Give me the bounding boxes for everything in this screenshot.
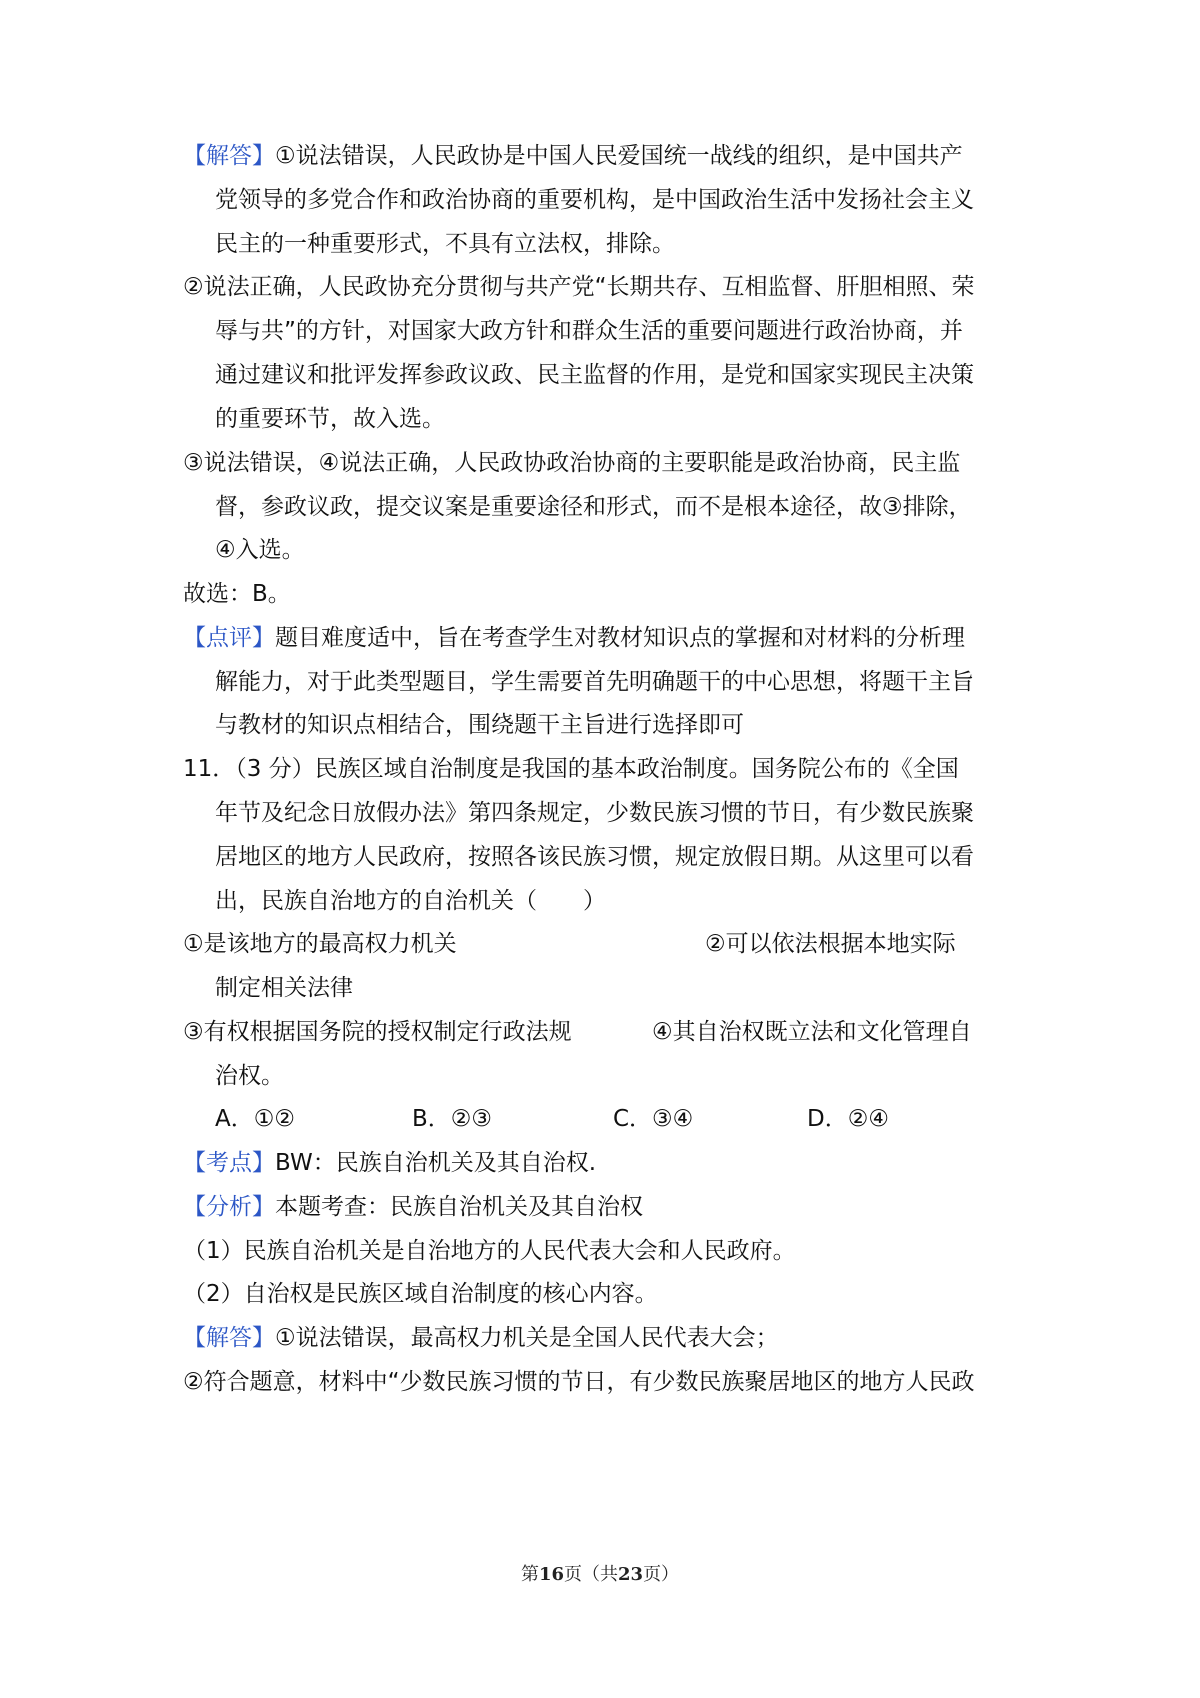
answer-line: 民主的一种重要形式，不具有立法权，排除。 [215,231,675,257]
statement-continuation: 制定相关法律 [215,975,353,1001]
page-number: 16 [538,1564,564,1585]
statement-1: ①是该地方的最高权力机关 [183,931,457,957]
option-c: C．③④ [613,1106,694,1132]
page-total: 23 [618,1564,644,1585]
statement-continuation: 治权。 [215,1063,284,1089]
answer-line: 督，参政议政，提交议案是重要途径和形式，而不是根本途径，故③排除， [215,494,972,520]
page-footer: 第16页（共23页） [520,1564,680,1585]
statement-4: ④其自治权既立法和文化管理自 [652,1019,972,1045]
answer-line: ③说法错误，④说法正确，人民政协政治协商的主要职能是政治协商，民主监 [183,450,961,476]
comment-line: 与教材的知识点相结合，围绕题干主旨进行选择即可 [215,712,744,738]
comment-tag: 【点评】 [183,625,275,651]
options-row [215,1103,1065,1135]
option-b: B．②③ [412,1106,493,1132]
kaodian-line: 【考点】BW：民族自治机关及其自治权. [183,1150,597,1176]
option-a: A．①② [215,1106,295,1132]
answer-line: 的重要环节，故入选。 [215,406,445,432]
question-stem: 年节及纪念日放假办法》第四条规定，少数民族习惯的节日，有少数民族聚 [215,800,974,826]
question-stem: 11．（3 分）民族区域自治制度是我国的基本政治制度。国务院公布的《全国 [183,756,959,782]
answer-line: 辱与共”的方针，对国家大政方针和群众生活的重要问题进行政治协商，并 [215,318,963,344]
answer-tag: 【解答】 [183,1325,275,1351]
answer-line: 【解答】①说法错误，人民政协是中国人民爱国统一战线的组织，是中国共产 [183,143,963,169]
answer-line: 党领导的多党合作和政治协商的重要机构，是中国政治生活中发扬社会主义 [215,187,974,213]
statement-3: ③有权根据国务院的授权制定行政法规 [183,1019,572,1045]
statement-row [183,1016,1033,1048]
choice-line: 故选：B。 [183,581,291,607]
fenxi-point: （2）自治权是民族区域自治制度的核心内容。 [183,1281,658,1307]
answer-tag: 【解答】 [183,143,275,169]
statement-row [183,928,1033,960]
statement-2: ②可以依法根据本地实际 [705,931,956,957]
answer-line: 通过建议和批评发挥参政议政、民主监督的作用，是党和国家实现民主决策 [215,362,974,388]
question-stem: 出，民族自治地方的自治机关（ ） [215,888,606,914]
fenxi-line: 【分析】本题考查：民族自治机关及其自治权 [183,1194,643,1220]
option-d: D．②④ [807,1106,889,1132]
answer-line: ②符合题意，材料中“少数民族习惯的节日，有少数民族聚居地区的地方人民政 [183,1369,975,1395]
answer-line: ②说法正确，人民政协充分贯彻与共产党“长期共存、互相监督、肝胆相照、荣 [183,274,975,300]
fenxi-point: （1）民族自治机关是自治地方的人民代表大会和人民政府。 [183,1238,796,1264]
kaodian-tag: 【考点】 [183,1150,275,1176]
answer-line: ④入选。 [215,537,305,563]
answer-line: 【解答】①说法错误，最高权力机关是全国人民代表大会； [183,1325,779,1351]
comment-line: 解能力，对于此类型题目，学生需要首先明确题干的中心思想，将题干主旨 [215,669,974,695]
comment-line: 【点评】题目难度适中，旨在考查学生对教材知识点的掌握和对材料的分析理 [183,625,965,651]
fenxi-tag: 【分析】 [183,1194,275,1220]
question-stem: 居地区的地方人民政府，按照各该民族习惯，规定放假日期。从这里可以看 [215,844,974,870]
